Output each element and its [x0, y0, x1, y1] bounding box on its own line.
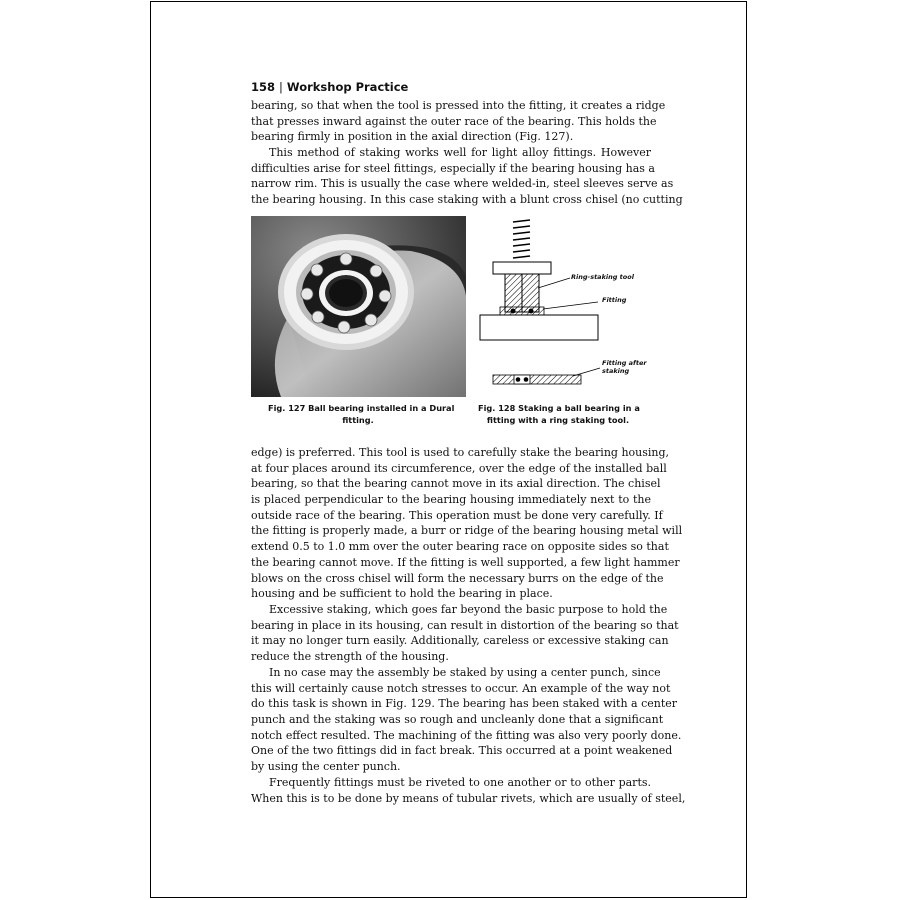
text-line: notch effect resulted. The machining of the fitting was also very poorly done. — [251, 728, 682, 742]
text-line: punch and the staking was so rough and uncleanly done that a significant — [251, 713, 664, 727]
fig-128-caption — [478, 402, 638, 426]
text-line: bearing, so that the bearing cannot move in its axial direction. The chisel — [251, 477, 661, 491]
text-line: One of the two fittings did in fact break. This occurred at a point weakened — [251, 744, 673, 758]
text-line: bearing in place in its housing, can result in distortion of the bearing so that — [251, 618, 679, 632]
text-line: at four places around its circumference, over the edge of the installed ball — [251, 461, 667, 475]
caption-line: Fig. 127 Ball bearing installed in a Dural — [268, 403, 455, 413]
text-line: In no case may the assembly be staked by using a center punch, since — [269, 666, 661, 679]
text-line: is placed perpendicular to the bearing housing immediately next to the — [251, 493, 651, 507]
text-line: This method of staking works well for light alloy fittings. However — [269, 146, 651, 159]
fig-128-diagram — [478, 216, 653, 396]
text-line: blows on the cross chisel will form the necessary burrs on the edge of the — [251, 571, 664, 585]
text-line: Frequently fittings must be riveted to one another or to other parts. — [269, 776, 651, 789]
section-title: Workshop Practice — [286, 80, 409, 94]
text-line: do this task is shown in Fig. 129. The bearing has been staked with a center — [251, 697, 678, 711]
text-line: the fitting is properly made, a burr or ridge of the bearing housing metal will — [251, 524, 683, 538]
header-separator: | — [279, 80, 283, 94]
caption-line: fitting. — [342, 415, 374, 425]
text-line: edge) is preferred. This tool is used to carefully stake the bearing housing, — [251, 446, 670, 459]
text-line: bearing, so that when the tool is pressed into the fitting, it creates a ridge — [251, 99, 666, 112]
label-ring-staking-tool: Ring-staking tool — [571, 273, 634, 281]
page-number: 158 — [251, 80, 276, 94]
caption-line: Fig. 128 Staking a ball bearing in a — [478, 403, 640, 413]
text-line: it may no longer turn easily. Additionally, careless or excessive staking can — [251, 634, 669, 648]
text-line: extend 0.5 to 1.0 mm over the outer bearing race on opposite sides so that — [251, 540, 669, 554]
text-line: housing and be sufficient to hold the bearing in place. — [251, 587, 553, 601]
text-line: reduce the strength of the housing. — [251, 650, 449, 664]
text-line: outside race of the bearing. This operation must be done very carefully. If — [251, 508, 663, 522]
fig-127-caption — [268, 402, 455, 426]
text-line: the bearing housing. In this case staking with a blunt cross chisel (no cutting — [251, 193, 683, 207]
text-line: by using the center punch. — [251, 760, 401, 774]
text-line: difficulties arise for steel fittings, especially if the bearing housing has a — [251, 161, 655, 175]
paragraph — [251, 445, 683, 602]
text-line: this will certainly cause notch stresses to occur. An example of the way not — [251, 681, 671, 695]
paragraph — [251, 98, 666, 145]
text-line: bearing firmly in position in the axial direction (Fig. 127). — [251, 130, 574, 144]
ball-bearing-photo-image — [251, 216, 466, 397]
caption-line: fitting with a ring staking tool. — [486, 415, 630, 425]
text-line: narrow rim. This is usually the case where welded-in, steel sleeves serve as — [251, 177, 674, 191]
paragraph — [251, 775, 686, 806]
text-line: that presses inward against the outer race of the bearing. This holds the — [251, 114, 657, 128]
label-staking: staking — [602, 367, 630, 375]
label-fitting: Fitting — [602, 296, 627, 304]
text-line: the bearing cannot move. If the fitting is well supported, a few light hammer — [251, 555, 680, 569]
paragraph — [251, 602, 679, 665]
text-line: When this is to be done by means of tubular rivets, which are usually of steel, — [251, 791, 686, 805]
running-header — [251, 80, 408, 94]
text-line: Excessive staking, which goes far beyond the basic purpose to hold the — [269, 603, 668, 616]
fig-127-photo — [251, 216, 466, 397]
label-fitting-after: Fitting after — [602, 359, 647, 367]
paragraph — [251, 145, 683, 208]
paragraph — [251, 665, 682, 775]
